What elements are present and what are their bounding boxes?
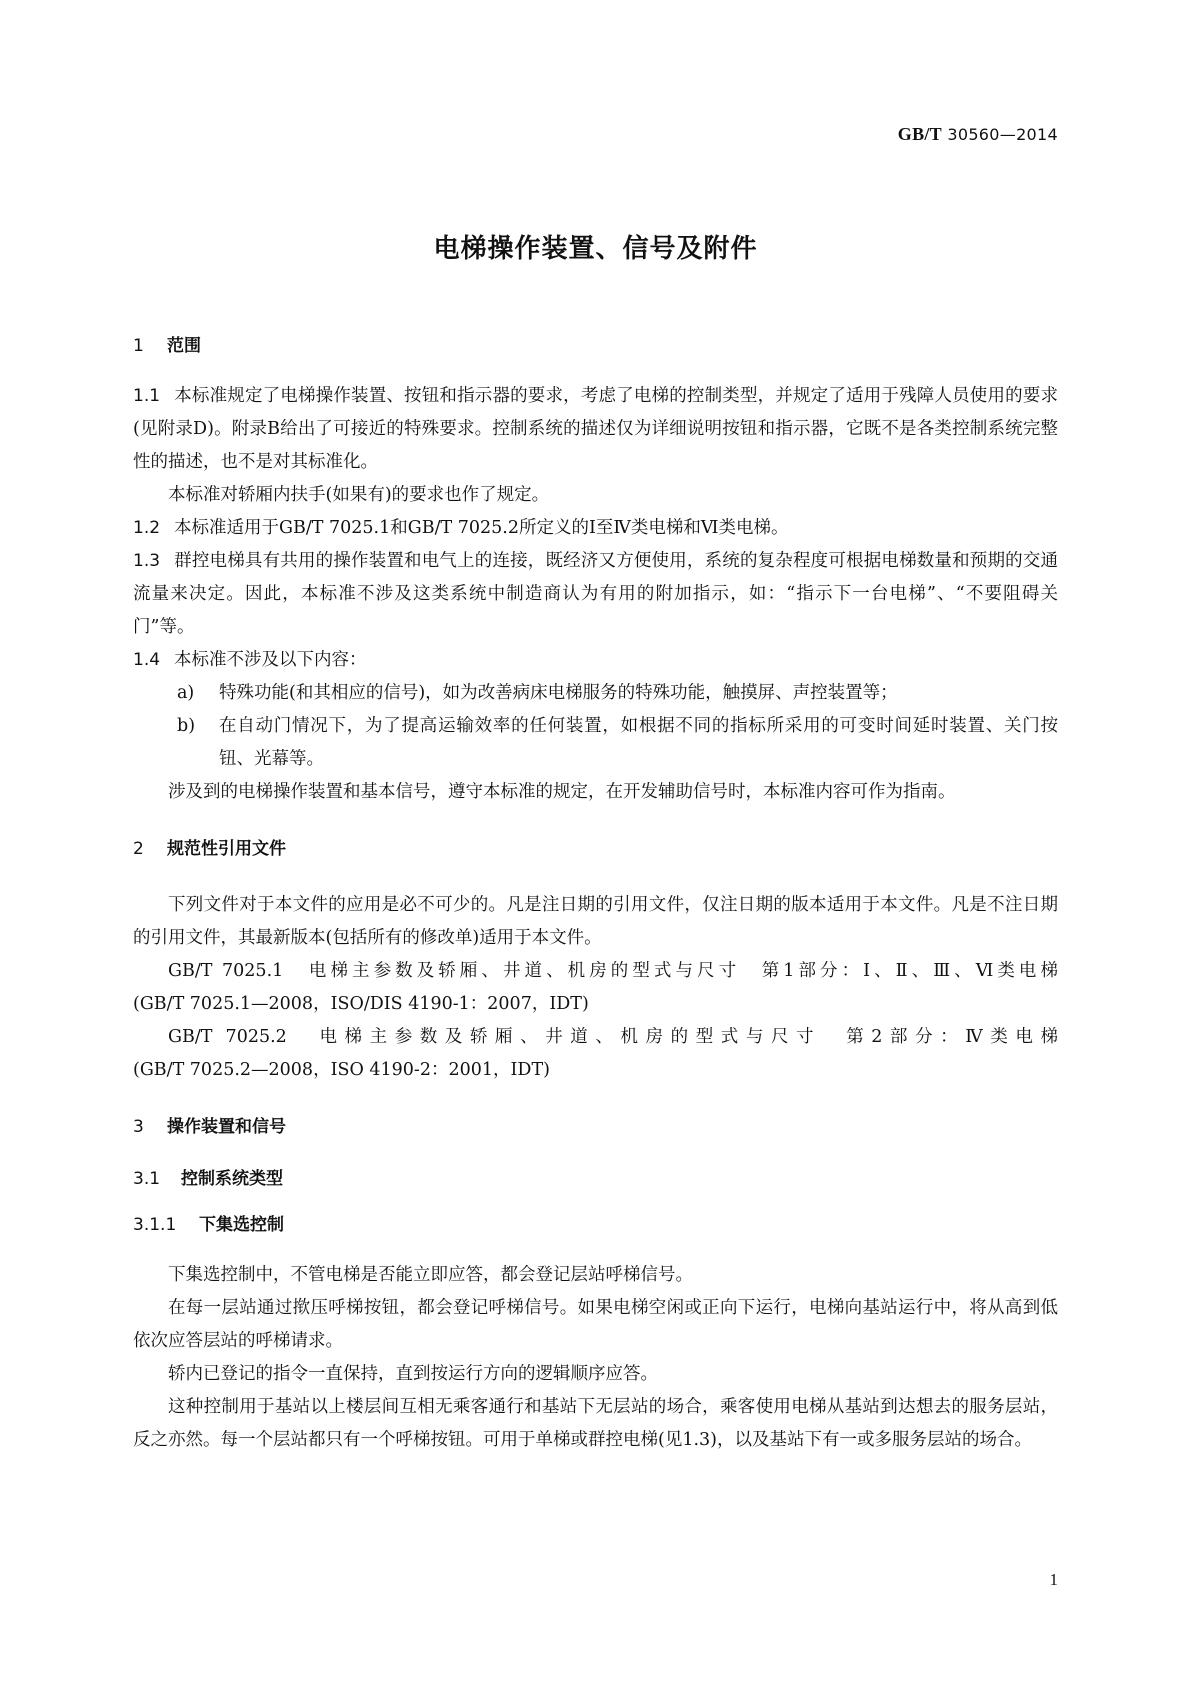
list-item-a: [133, 677, 1058, 710]
section-3-1-heading: [133, 1167, 1058, 1191]
clause-number: 1.3: [133, 551, 161, 571]
section-3-heading: [133, 1115, 1058, 1139]
reference-2-line-2: (GB/T 7025.2—2008，ISO 4190-2：2001，IDT): [133, 1060, 550, 1080]
clause-1-4-paragraph: 涉及到的电梯操作装置和基本信号，遵守本标准的规定，在开发辅助信号时，本标准内容可作为指南。: [168, 782, 956, 802]
list-text: 在自动门情况下，为了提高运输效率的任何装置，如根据不同的指标所采用的可变时间延时装置、关门按钮、光幕等。: [219, 716, 1058, 769]
clause-text: 群控电梯具有共用的操作装置和电气上的连接，既经济又方便使用，系统的复杂程度可根据电梯数量和预期的交通流量来决定。因此，本标准不涉及这类系统中制造商认为有用的附加指示，如：“指示下一台电梯”、“不要阻碍关门”等。: [133, 551, 1058, 637]
reference-2-line-1: GB/T 7025.2 电梯主参数及轿厢、井道、机房的型式与尺寸 第2部分：Ⅳ类电梯: [168, 1027, 1058, 1047]
paragraph: 下集选控制中，不管电梯是否能立即应答，都会登记层站呼梯信号。: [168, 1265, 693, 1285]
section-number: 1: [133, 336, 144, 356]
standard-code-number: 30560—2014: [941, 125, 1058, 144]
section-number: 3.1: [133, 1169, 161, 1189]
page-number: 1: [1049, 1570, 1058, 1589]
standard-code: [898, 124, 1058, 145]
section-3-1-1-heading: [133, 1213, 1058, 1237]
standard-code-prefix: GB/T: [897, 124, 942, 144]
section-1-heading: [133, 334, 1058, 358]
clause-number: 1.4: [133, 650, 161, 670]
clause-text: 本标准适用于GB/T 7025.1和GB/T 7025.2所定义的Ⅰ至Ⅳ类电梯和Ⅵ类电梯。: [174, 518, 789, 538]
document-body: [133, 334, 1058, 1457]
list-item-b: [133, 710, 1058, 776]
document-title: 电梯操作装置、信号及附件: [433, 234, 758, 264]
paragraph: 这种控制用于基站以上楼层间互相无乘客通行和基站下无层站的场合，乘客使用电梯从基站到达想去的服务层站，反之亦然。每一个层站都只有一个呼梯按钮。可用于单梯或群控电梯(见1.3)，以及基站下有一或多服务层站的场合。: [133, 1397, 1058, 1450]
section-number: 3: [133, 1117, 144, 1137]
section-2-heading: [133, 837, 1058, 861]
list-label: b): [177, 716, 196, 736]
section-title: 控制系统类型: [181, 1169, 283, 1189]
list-text: 特殊功能(和其相应的信号)，如为改善病床电梯服务的特殊功能，触摸屏、声控装置等；: [219, 683, 898, 703]
reference-1-line-1: GB/T 7025.1 电梯主参数及轿厢、井道、机房的型式与尺寸 第1部分：Ⅰ、Ⅱ、Ⅲ、Ⅵ类电梯: [168, 961, 1058, 981]
clause-1-1: [133, 380, 1058, 479]
clause-text: 本标准规定了电梯操作装置、按钮和指示器的要求，考虑了电梯的控制类型，并规定了适用于残障人员使用的要求(见附录D)。附录B给出了可接近的特殊要求。控制系统的描述仅为详细说明按钮和指示器，它既不是各类控制系统完整性的描述，也不是对其标准化。: [133, 386, 1058, 472]
clause-text: 本标准不涉及以下内容：: [174, 650, 367, 670]
clause-1-1-paragraph: 本标准对轿厢内扶手(如果有)的要求也作了规定。: [168, 485, 550, 505]
section-title: 范围: [167, 336, 201, 356]
reference-1-line-2: (GB/T 7025.1—2008，ISO/DIS 4190-1：2007，IDT): [133, 994, 589, 1014]
section-title: 规范性引用文件: [167, 839, 286, 859]
section-title: 操作装置和信号: [167, 1117, 286, 1137]
section-title: 下集选控制: [199, 1215, 284, 1235]
clause-number: 1.1: [133, 386, 161, 406]
paragraph: 轿内已登记的指令一直保持，直到按运行方向的逻辑顺序应答。: [168, 1364, 658, 1384]
section-number: 3.1.1: [133, 1215, 177, 1235]
clause-number: 1.2: [133, 518, 161, 538]
clause-1-3: [133, 545, 1058, 644]
clause-1-2: [133, 512, 1058, 545]
clause-1-4: [133, 644, 1058, 677]
list-label: a): [177, 683, 195, 703]
paragraph: 在每一层站通过揿压呼梯按钮，都会登记呼梯信号。如果电梯空闲或正向下运行，电梯向基站运行中，将从高到低依次应答层站的呼梯请求。: [133, 1298, 1058, 1351]
normative-references-intro: 下列文件对于本文件的应用是必不可少的。凡是注日期的引用文件，仅注日期的版本适用于本文件。凡是不注日期的引用文件，其最新版本(包括所有的修改单)适用于本文件。: [133, 895, 1058, 948]
section-number: 2: [133, 839, 144, 859]
